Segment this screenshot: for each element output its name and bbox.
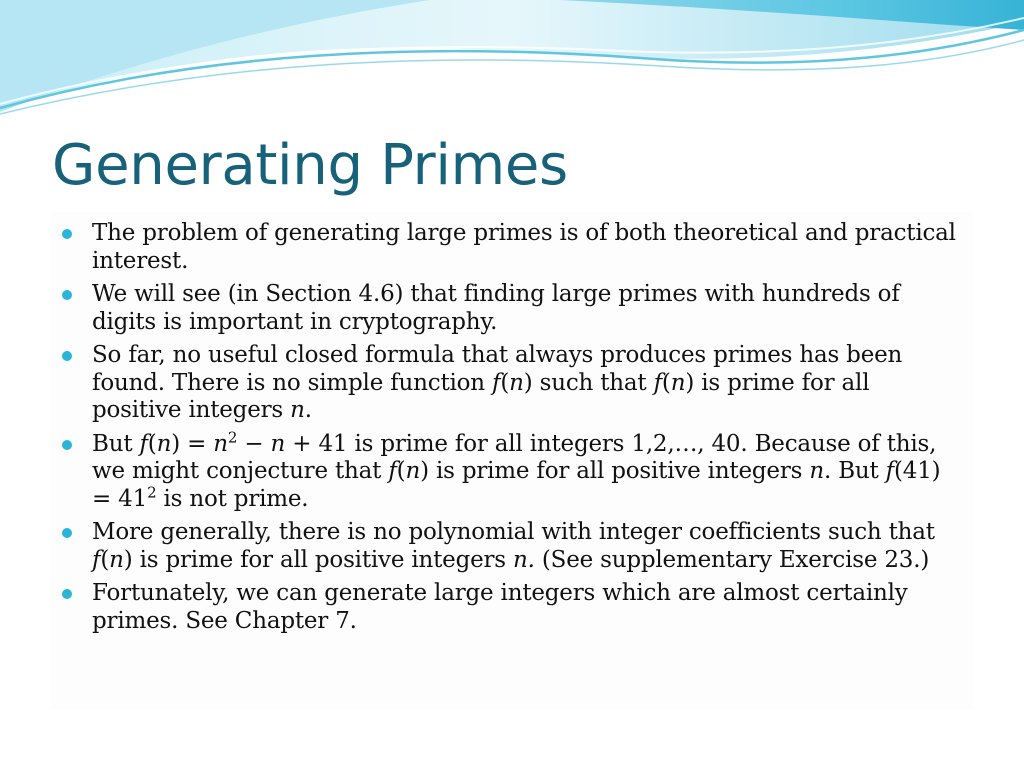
text-segment: n (809, 458, 824, 484)
text-segment: f (92, 546, 101, 573)
bullet-item (92, 519, 962, 574)
text-segment: ) = (171, 430, 214, 457)
text-segment: ) is prime for all positive integers (420, 458, 810, 484)
text-segment: More generally, there is no polynomial with integer coefficients such that (92, 519, 935, 545)
text-segment: f (139, 430, 148, 457)
bullet-item (92, 281, 962, 336)
text-segment: ( (396, 458, 406, 484)
bullet-dot-icon (62, 589, 72, 599)
text-segment: ) is prime for all positive integers (123, 546, 514, 573)
header-wave-decoration (0, 0, 1024, 125)
slide-title: Generating Primes (52, 133, 568, 198)
text-segment: n (670, 369, 686, 396)
text-segment: . (304, 397, 312, 423)
text-segment: ( (100, 546, 110, 573)
bullet-dot-icon (62, 351, 72, 361)
text-segment: (See supplementary Exercise 23.) (534, 546, 930, 573)
text-segment: The problem of generating large primes is of both theoretical and practical interest. (92, 220, 956, 274)
text-segment: n (290, 397, 305, 423)
text-segment: n (270, 430, 286, 457)
text-segment: We will see (in Section 4.6) that finding large primes with hundreds of digits is important in cryptography. (92, 281, 900, 335)
text-segment: f (388, 458, 397, 484)
text-segment: is not prime. (156, 485, 309, 512)
bullet-text (92, 427, 941, 512)
bullet-text (92, 580, 908, 634)
bullet-dot-icon (62, 528, 72, 538)
text-segment: ) such that (523, 369, 654, 396)
text-segment: Fortunately, we can generate large integers which are almost certainly primes. See Chapter 7. (92, 580, 908, 634)
text-segment: − (237, 430, 271, 457)
text-segment: n (405, 458, 421, 484)
text-segment: So far, no useful closed formula that always produces primes has been found. There is no simple function (92, 342, 903, 396)
bullet-item (92, 220, 962, 275)
text-segment: n (109, 546, 124, 573)
text-segment: (41) = 41 (92, 458, 941, 512)
text-segment: ( (147, 430, 157, 457)
bullet-item (92, 580, 962, 635)
text-segment: 2 (147, 482, 157, 501)
bullet-text (92, 519, 935, 573)
text-segment: n (509, 369, 524, 396)
text-segment: But (92, 430, 140, 457)
text-segment: n. (513, 546, 535, 573)
text-segment: n (213, 430, 228, 457)
text-segment: + 41 is prime for all integers 1,2,…, 40. Because of this, we might conjecture that (92, 430, 937, 484)
text-segment: ( (661, 369, 671, 396)
text-segment: . But (823, 458, 886, 484)
content-area (50, 212, 974, 710)
bullet-item (92, 427, 962, 514)
text-segment: f (653, 369, 662, 396)
text-segment: ) is prime for all positive integers (92, 369, 870, 423)
bullet-item (92, 342, 962, 425)
text-segment: f (885, 458, 894, 484)
text-segment: 2 (227, 427, 238, 446)
text-segment: n (156, 430, 172, 457)
bullet-text (92, 342, 902, 423)
text-segment: f (492, 369, 501, 396)
bullet-dot-icon (62, 440, 72, 450)
bullet-dot-icon (62, 229, 72, 239)
bullet-list (92, 220, 962, 641)
bullet-text (92, 281, 900, 335)
text-segment: ( (500, 369, 510, 396)
bullet-dot-icon (62, 290, 72, 300)
bullet-text (92, 220, 956, 274)
